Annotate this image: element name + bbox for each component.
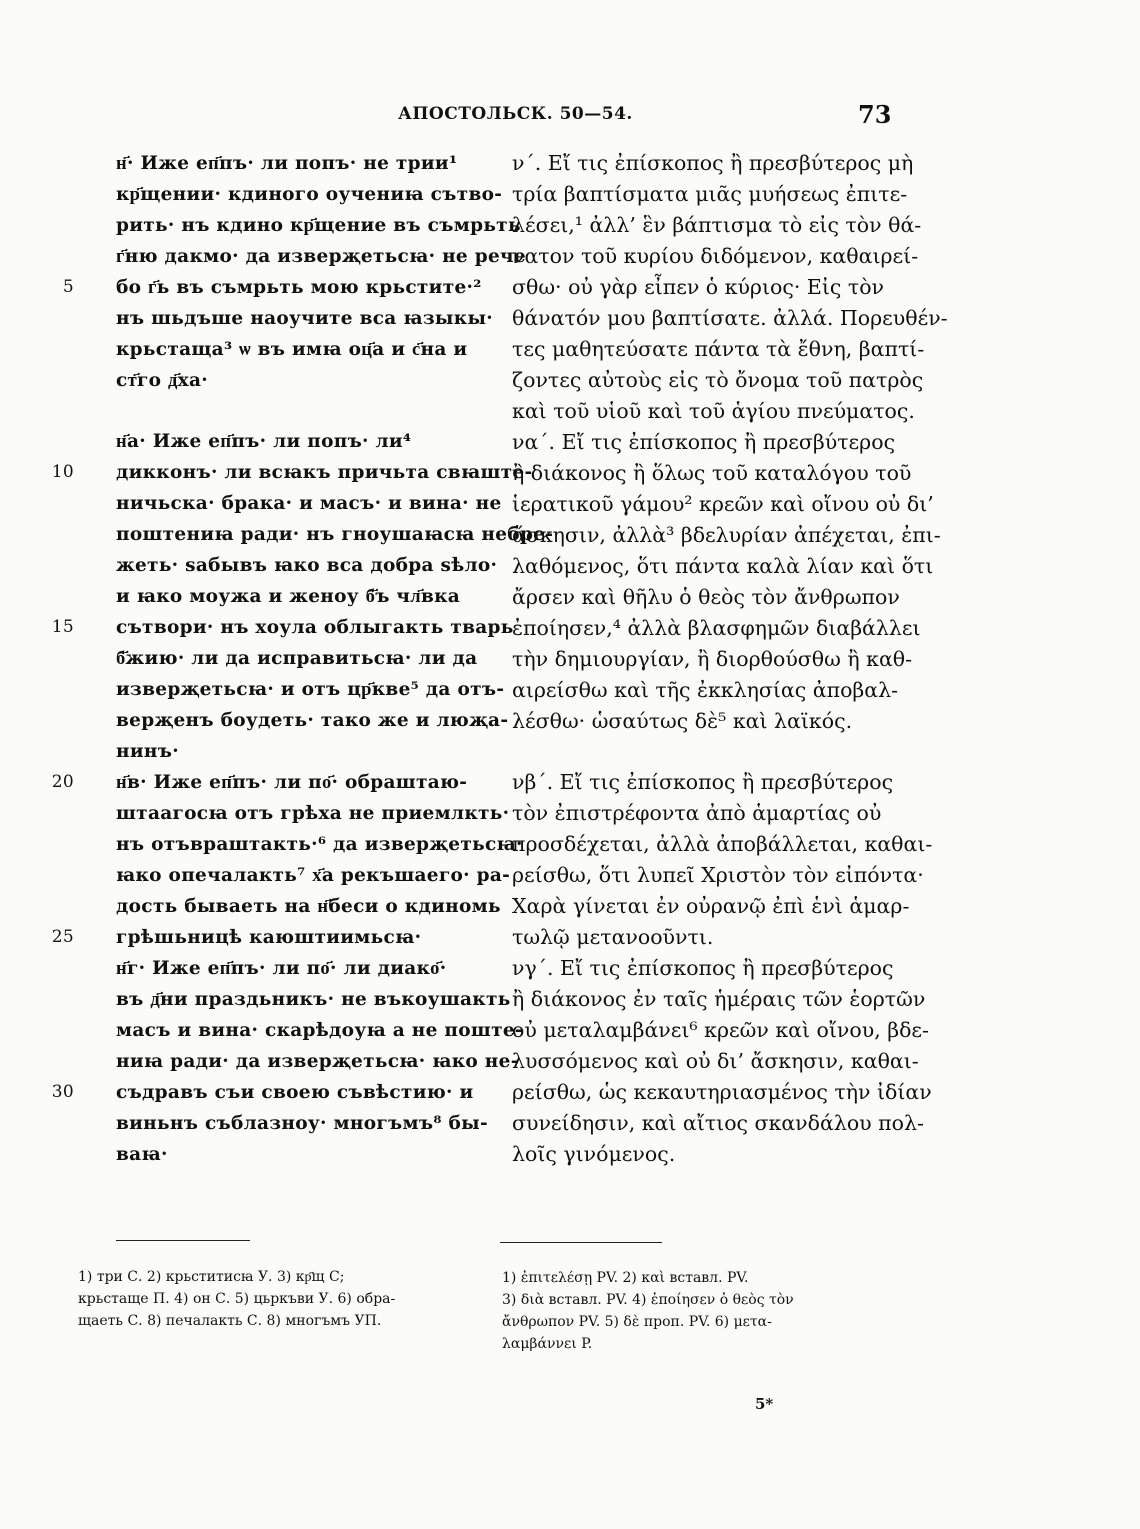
text-line bbox=[28, 519, 554, 550]
text-line bbox=[500, 1139, 920, 1170]
text-line bbox=[28, 891, 501, 922]
line-text: и ꙗко моужа и женоу б҃ъ чл҃вка bbox=[116, 586, 461, 607]
line-text: ниꙗ ради· да изверҗетьсꙗ· ꙗко не- bbox=[116, 1051, 519, 1072]
line-text: ст҃го д҃ха· bbox=[116, 370, 208, 391]
footnote-line: 3) διὰ вставл. PV. 4) ἐποίησεν ὁ θεὸς τὸν bbox=[502, 1292, 794, 1308]
greek-column bbox=[500, 148, 948, 1170]
line-text: οὐ μεταλαμβάνει⁶ κρεῶν καὶ οἴνου, βδε- bbox=[512, 1018, 929, 1042]
line-text: дикконъ· ли всꙗкъ причьта свꙗште- bbox=[116, 462, 533, 483]
line-text: λοῖς γινόμενος. bbox=[512, 1142, 676, 1166]
text-line bbox=[500, 551, 934, 582]
line-text: нинъ· bbox=[116, 741, 179, 762]
text-line bbox=[28, 984, 511, 1015]
footnote-line: ἄνθρωπον PV. 5) δὲ проп. PV. 6) μετα- bbox=[502, 1314, 772, 1330]
text-line bbox=[28, 210, 521, 241]
footnote-line: 1) ἐπιτελέσῃ PV. 2) καὶ вставл. PV. bbox=[502, 1270, 749, 1286]
line-text: σθω· οὐ γὰρ εἶπεν ὁ κύριος· Εἰς τὸν bbox=[512, 275, 885, 299]
text-line bbox=[500, 767, 920, 798]
line-text: нъ шьдъше наоучите вса ꙗзыкы· bbox=[116, 308, 494, 329]
text-line bbox=[500, 1077, 932, 1108]
page-header bbox=[0, 100, 1140, 134]
text-line bbox=[500, 241, 920, 272]
line-number: 20 bbox=[51, 772, 74, 792]
footnote-line: крьстаще П. 4) он С. 5) цьркъви У. 6) обра- bbox=[78, 1291, 396, 1307]
line-text: сътвори· нъ хоула облыгакть тварь bbox=[116, 617, 514, 638]
text-line bbox=[28, 953, 498, 984]
line-number: 25 bbox=[51, 927, 74, 947]
line-text: нъ отъвраштакть·⁶ да изверҗетьсꙗ· bbox=[116, 834, 523, 855]
text-line bbox=[500, 1046, 920, 1077]
line-text: н҃в· Иже еп҃пъ· ли по҃· обраштаю- bbox=[116, 772, 468, 793]
footnote-line: λαμβάννει P. bbox=[502, 1336, 593, 1352]
line-number: 5 bbox=[62, 277, 74, 297]
line-text: ἐποίησεν,⁴ ἀλλὰ βλασφημῶν διαβάλλει bbox=[512, 616, 921, 640]
text-line bbox=[28, 334, 498, 365]
line-text: ἢ διάκονος ἐν ταῖς ἡμέραις τῶν ἑορτῶν bbox=[512, 987, 926, 1011]
footnote-line: щаеть С. 8) печалакть С. 8) многъмъ УП. bbox=[78, 1313, 382, 1329]
line-text: верҗенъ боудеть· тако же и люҗа- bbox=[116, 710, 509, 731]
line-text: λυσσόμενος καὶ οὐ δι’ ἄσκησιν, καθαι- bbox=[512, 1049, 919, 1073]
text-line bbox=[500, 396, 920, 427]
line-text: поштениꙗ ради· нъ гноушаꙗсꙗ небре- bbox=[116, 524, 554, 545]
line-text: νγ΄. Εἴ τις ἐπίσκοπος ἢ πρεσβύτερος bbox=[512, 956, 894, 980]
paragraph-gap bbox=[28, 396, 498, 426]
text-line bbox=[28, 303, 498, 334]
text-line bbox=[28, 241, 526, 272]
text-line bbox=[500, 922, 920, 953]
line-text: кр҃щении· кдиного оучениꙗ сътво- bbox=[116, 184, 503, 205]
line-text: λαθόμενος, ὅτι πάντα καλὰ λίαν καὶ ὅτι bbox=[512, 554, 934, 578]
line-text: καὶ τοῦ υἱοῦ καὶ τοῦ ἁγίου πνεύματος. bbox=[512, 399, 915, 423]
line-text: ваꙗ· bbox=[116, 1144, 168, 1165]
line-text: ꙗко опечалакть⁷ х҃а рекъшаего· ра- bbox=[116, 865, 511, 886]
text-line bbox=[28, 1139, 498, 1170]
line-text: νβ΄. Εἴ τις ἐπίσκοπος ἢ πρεσβύτερος bbox=[512, 770, 894, 794]
footnote-rule-left bbox=[116, 1240, 250, 1241]
line-text: масъ и вина· скарѣдоуꙗ а не поште- bbox=[116, 1020, 523, 1041]
line-text: τες μαθητεύσατε πάντα τὰ ἔθνη, βαπτί- bbox=[512, 337, 925, 361]
text-line bbox=[500, 365, 924, 396]
running-title: АПОСТОЛЬСК. 50—54. bbox=[398, 104, 633, 124]
line-text: ἢ διάκονος ἢ ὅλως τοῦ καταλόγου τοῦ bbox=[512, 461, 912, 485]
text-line bbox=[28, 829, 523, 860]
slavonic-column bbox=[28, 148, 554, 1170]
text-line bbox=[28, 550, 498, 581]
line-text: λέσει,¹ ἀλλ’ ἓν βάπτισμα τὸ εἰς τὸν θά- bbox=[512, 213, 922, 237]
signature-mark: 5* bbox=[755, 1395, 774, 1413]
line-text: θάνατόν μου βαπτίσατε. ἀλλά. Πορευθέν- bbox=[512, 306, 948, 330]
line-number: 15 bbox=[51, 617, 74, 637]
line-text: λέσθω· ὡσαύτως δὲ⁵ καὶ λαϊκός. bbox=[512, 709, 853, 733]
line-text: προσδέχεται, ἀλλὰ ἀποβάλλεται, καθαι- bbox=[512, 832, 933, 856]
text-line bbox=[500, 427, 920, 458]
text-line bbox=[28, 1108, 498, 1139]
text-line bbox=[500, 613, 920, 644]
line-text: б҃жию· ли да исправитьсꙗ· ли да bbox=[116, 648, 478, 669]
text-line bbox=[500, 272, 920, 303]
text-line bbox=[500, 798, 920, 829]
text-line bbox=[500, 860, 924, 891]
text-line bbox=[500, 148, 920, 179]
text-line bbox=[28, 736, 498, 767]
text-line bbox=[500, 489, 934, 520]
text-line bbox=[500, 1015, 929, 1046]
line-text: н҃· Иже еп҃пъ· ли попъ· не трии¹ bbox=[116, 153, 458, 174]
slavonic-footnotes bbox=[78, 1266, 498, 1332]
line-text: ρείσθω, ὅτι λυπεῖ Χριστὸν τὸν εἰπόντα· bbox=[512, 863, 924, 887]
line-text: н҃г· Иже еп҃пъ· ли по҃· ли диако҃· bbox=[116, 958, 447, 979]
line-text: съдравъ съи своею съвѣстию· и bbox=[116, 1082, 474, 1103]
line-text: τωλῷ μετανοοῦντι. bbox=[512, 925, 714, 949]
line-number: 30 bbox=[51, 1082, 74, 1102]
text-line bbox=[28, 643, 498, 674]
text-line bbox=[500, 644, 920, 675]
text-line bbox=[28, 798, 510, 829]
text-line bbox=[500, 675, 920, 706]
text-line bbox=[500, 334, 925, 365]
text-line bbox=[500, 179, 920, 210]
line-text: τὴν δημιουργίαν, ἢ διορθούσθω ἢ καθ- bbox=[512, 647, 913, 671]
line-text: τρία βαπτίσματα μιᾶς μυήσεως ἐπιτε- bbox=[512, 182, 908, 206]
text-line bbox=[28, 426, 498, 457]
line-text: въ д҃ни праздьникъ· не въкоушакть bbox=[116, 989, 511, 1010]
line-text: рить· нъ кдино кр҃щение въ съмрьть bbox=[116, 215, 521, 236]
text-line bbox=[500, 984, 926, 1015]
line-text: штаагосꙗ отъ грѣха не приемлкть· bbox=[116, 803, 510, 824]
line-text: ρείσθω, ὡς κεκαυτηριασμένος τὴν ἰδίαν bbox=[512, 1080, 932, 1104]
text-line bbox=[28, 1077, 498, 1108]
text-line bbox=[28, 612, 514, 643]
greek-footnotes bbox=[502, 1267, 898, 1355]
line-text: ἄσκησιν, ἀλλὰ³ βδελυρίαν ἀπέχεται, ἐπι- bbox=[512, 523, 941, 547]
text-line bbox=[500, 520, 941, 551]
line-text: ἄρσεν καὶ θῆλυ ὁ θεὸς τὸν ἄνθρωπον bbox=[512, 585, 900, 609]
text-line bbox=[500, 891, 920, 922]
paragraph-gap bbox=[500, 737, 920, 767]
line-text: ζοντες αὐτοὺς εἰς τὸ ὄνομα τοῦ πατρὸς bbox=[512, 368, 924, 392]
line-text: г҃ню дакмо· да изверҗетьсꙗ· не рече bbox=[116, 246, 526, 267]
footnote-line: 1) три С. 2) крьститисꙗ У. 3) кр҃щ С; bbox=[78, 1269, 345, 1285]
line-text: αιρείσθω καὶ τῆς ἐκκλησίας ἀποβαλ- bbox=[512, 678, 899, 702]
line-text: виньнъ съблазноу· многъмъ⁸ бы- bbox=[116, 1113, 488, 1134]
text-line bbox=[28, 922, 498, 953]
text-line bbox=[28, 148, 498, 179]
text-line bbox=[28, 581, 498, 612]
footnote-rule-right bbox=[500, 1242, 662, 1243]
text-line bbox=[28, 767, 498, 798]
line-text: ν΄. Εἴ τις ἐπίσκοπος ἢ πρεσβύτερος μὴ bbox=[512, 151, 914, 175]
line-text: Χαρὰ γίνεται ἐν οὐρανῷ ἐπὶ ἑνὶ ἁμαρ- bbox=[512, 894, 910, 918]
line-text: συνείδησιν, καὶ αἴτιος σκανδάλου πολ- bbox=[512, 1111, 924, 1135]
text-line bbox=[500, 582, 920, 613]
text-line bbox=[28, 1046, 519, 1077]
line-text: бо г҃ь въ съмрьть мою крьстите·² bbox=[116, 277, 482, 298]
text-line bbox=[500, 706, 920, 737]
text-line bbox=[500, 458, 920, 489]
text-line bbox=[500, 1108, 924, 1139]
line-text: ничьска· брака· и масъ· и вина· не bbox=[116, 493, 502, 514]
text-line bbox=[28, 179, 503, 210]
text-line bbox=[500, 210, 920, 241]
line-text: н҃а· Иже еп҃пъ· ли попъ· ли⁴ bbox=[116, 431, 412, 452]
text-line bbox=[500, 303, 948, 334]
text-line bbox=[28, 457, 533, 488]
line-text: изверҗетьсꙗ· и отъ цр҃кве⁵ да отъ- bbox=[116, 679, 505, 700]
text-line bbox=[28, 272, 498, 303]
text-line bbox=[500, 829, 933, 860]
text-line bbox=[28, 674, 505, 705]
line-text: νατον τοῦ κυρίου διδόμενον, καθαιρεί- bbox=[512, 244, 919, 268]
text-line bbox=[28, 705, 509, 736]
text-line bbox=[28, 1015, 523, 1046]
line-text: грѣшьницѣ каюштиимьсꙗ· bbox=[116, 927, 422, 948]
text-line bbox=[28, 365, 498, 396]
text-line bbox=[28, 488, 502, 519]
page-number: 73 bbox=[858, 100, 892, 129]
text-line bbox=[28, 860, 511, 891]
line-text: дость бываеть на н҃беси о кдиномь bbox=[116, 896, 501, 917]
line-number: 10 bbox=[51, 462, 74, 482]
line-text: жеть· ѕабывъ ꙗко вса добра ѕѣло· bbox=[116, 555, 498, 576]
line-text: ἱερατικοῦ γάμου² κρεῶν καὶ οἴνου οὐ δι’ bbox=[512, 492, 934, 516]
line-text: τὸν ἐπιστρέφοντα ἀπὸ ἁμαρτίας οὐ bbox=[512, 801, 882, 825]
line-text: να΄. Εἴ τις ἐπίσκοπος ἢ πρεσβύτερος bbox=[512, 430, 896, 454]
text-line bbox=[500, 953, 920, 984]
line-text: крьстаща³ ѡ въ имꙗ оц҃а и с҃на и bbox=[116, 339, 468, 360]
